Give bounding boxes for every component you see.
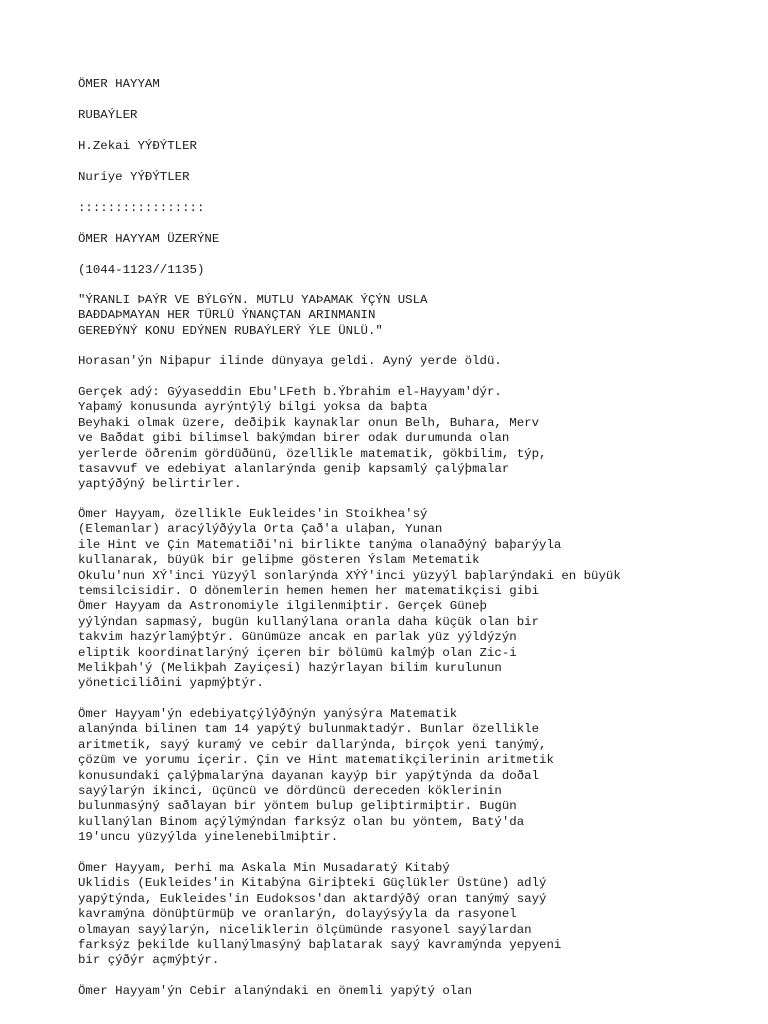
- paragraph-mathematics-school: Ömer Hayyam, özellikle Eukleides'in Stoikhea'sý (Elemanlar) aracýlýðýyla Orta Çað'a ulaþan, Yunan ile Hint ve Çin Matematiði'ni birlikte tanýma olanaðýný baþarýyla kullanarak, büyük bir geliþme gösteren Ýslam Metematik Okulu'nun XÝ'inci Yüzyýl sonlarýnda XÝÝ'inci yüzyýl baþlarýndaki en büyük temsilcisidir. O dönemlerin hemen hemen her matematikçisi gibi Ömer Hayyam da Astronomiyle ilgilenmiþtir. Gerçek Güneþ yýlýndan sapmasý, bugün kullanýlana oranla daha küçük olan bir takvim hazýrlamýþtýr. Günümüze ancak en parlak yüz yýldýzýn eliptik koordinatlarýný içeren bir bölümü kalmýþ olan Zic-i Melikþah'ý (Melikþah Zayiçesi) hazýrlayan bilim kurulunun yöneticiliðini yapmýþtýr.: [78, 507, 621, 691]
- section-heading: ÖMER HAYYAM ÜZERÝNE: [78, 232, 220, 246]
- paragraph-algebra: Ömer Hayyam'ýn Cebir alanýndaki en önemli yapýtý olan: [78, 984, 473, 998]
- paragraph-works: Ömer Hayyam'ýn edebiyatçýlýðýnýn yanýsýra Matematik alanýnda bilinen tam 14 yapýtý bulunmaktadýr. Bunlar özellikle aritmetik, sayý kuramý ve cebir dallarýnda, birçok yeni tanýmý, çözüm ve yorumu içerir. Çin ve Hint matematikçilerinin aritmetik konusundaki çalýþmalarýna dayanan kayýp bir yapýtýnda da doðal sayýlarýn ikinci, üçüncü ve dördüncü dereceden köklerinin bulunmasýný saðlayan bir yöntem bulup geliþtirmiþtir. Bugün kullanýlan Binom açýlýmýndan farksýz olan bu yöntem, Batý'da 19'uncu yüzyýlda yinelenebilmiþtir.: [78, 707, 554, 845]
- document-subtitle: RUBAÝLER: [78, 108, 138, 122]
- paragraph-ratio-theory: Ömer Hayyam, Þerhi ma Askala Min Musadaratý Kitabý Uklidis (Eukleides'in Kitabýna Giriþteki Güçlükler Üstüne) adlý yapýtýnda, Eukleides'in Eudoksos'dan aktardýðý oran tanýmý sayý kavramýna dönüþtürmüþ ve oranlarýn, dolayýsýyla da rasyonel olmayan sayýlarýn, niceliklerin ölçümünde rasyonel sayýlardan farksýz þekilde kullanýlmasýný baþlatarak sayý kavramýnda yepyeni bir çýðýr açmýþtýr.: [78, 861, 562, 968]
- life-dates: (1044-1123//1135): [78, 263, 205, 277]
- translator-2: Nuriye YÝÐÝTLER: [78, 170, 190, 184]
- paragraph-birthplace: Horasan'ýn Niþapur ilinde dünyaya geldi. Ayný yerde öldü.: [78, 354, 502, 368]
- paragraph-real-name: Gerçek adý: Gýyaseddin Ebu'LFeth b.Ýbrahim el-Hayyam'dýr. Yaþamý konusunda ayrýntýlý bilgi yoksa da baþta Beyhaki olmak üzere, deðiþik kaynaklar onun Belh, Buhara, Merv ve Baðdat gibi bilimsel bakýmdan birer odak durumunda olan yerlerde öðrenim gördüðünü, özellikle matematik, gökbilim, týp, tasavvuf ve edebiyat alanlarýnda geniþ kapsamlý çalýþmalar yaptýðýný belirtirler.: [78, 385, 547, 492]
- document-title: ÖMER HAYYAM: [78, 77, 160, 91]
- separator-line: :::::::::::::::::: [78, 201, 205, 215]
- translator-1: H.Zekai YÝÐÝTLER: [78, 139, 197, 153]
- epigraph: "ÝRANLI ÞAÝR VE BÝLGÝN. MUTLU YAÞAMAK ÝÇÝN USLA BAÐDAÞMAYAN HER TÜRLÜ ÝNANÇTAN ARINMANIN GEREÐÝNÝ KONU EDÝNEN RUBAÝLERÝ ÝLE ÜNLÜ.": [78, 293, 428, 338]
